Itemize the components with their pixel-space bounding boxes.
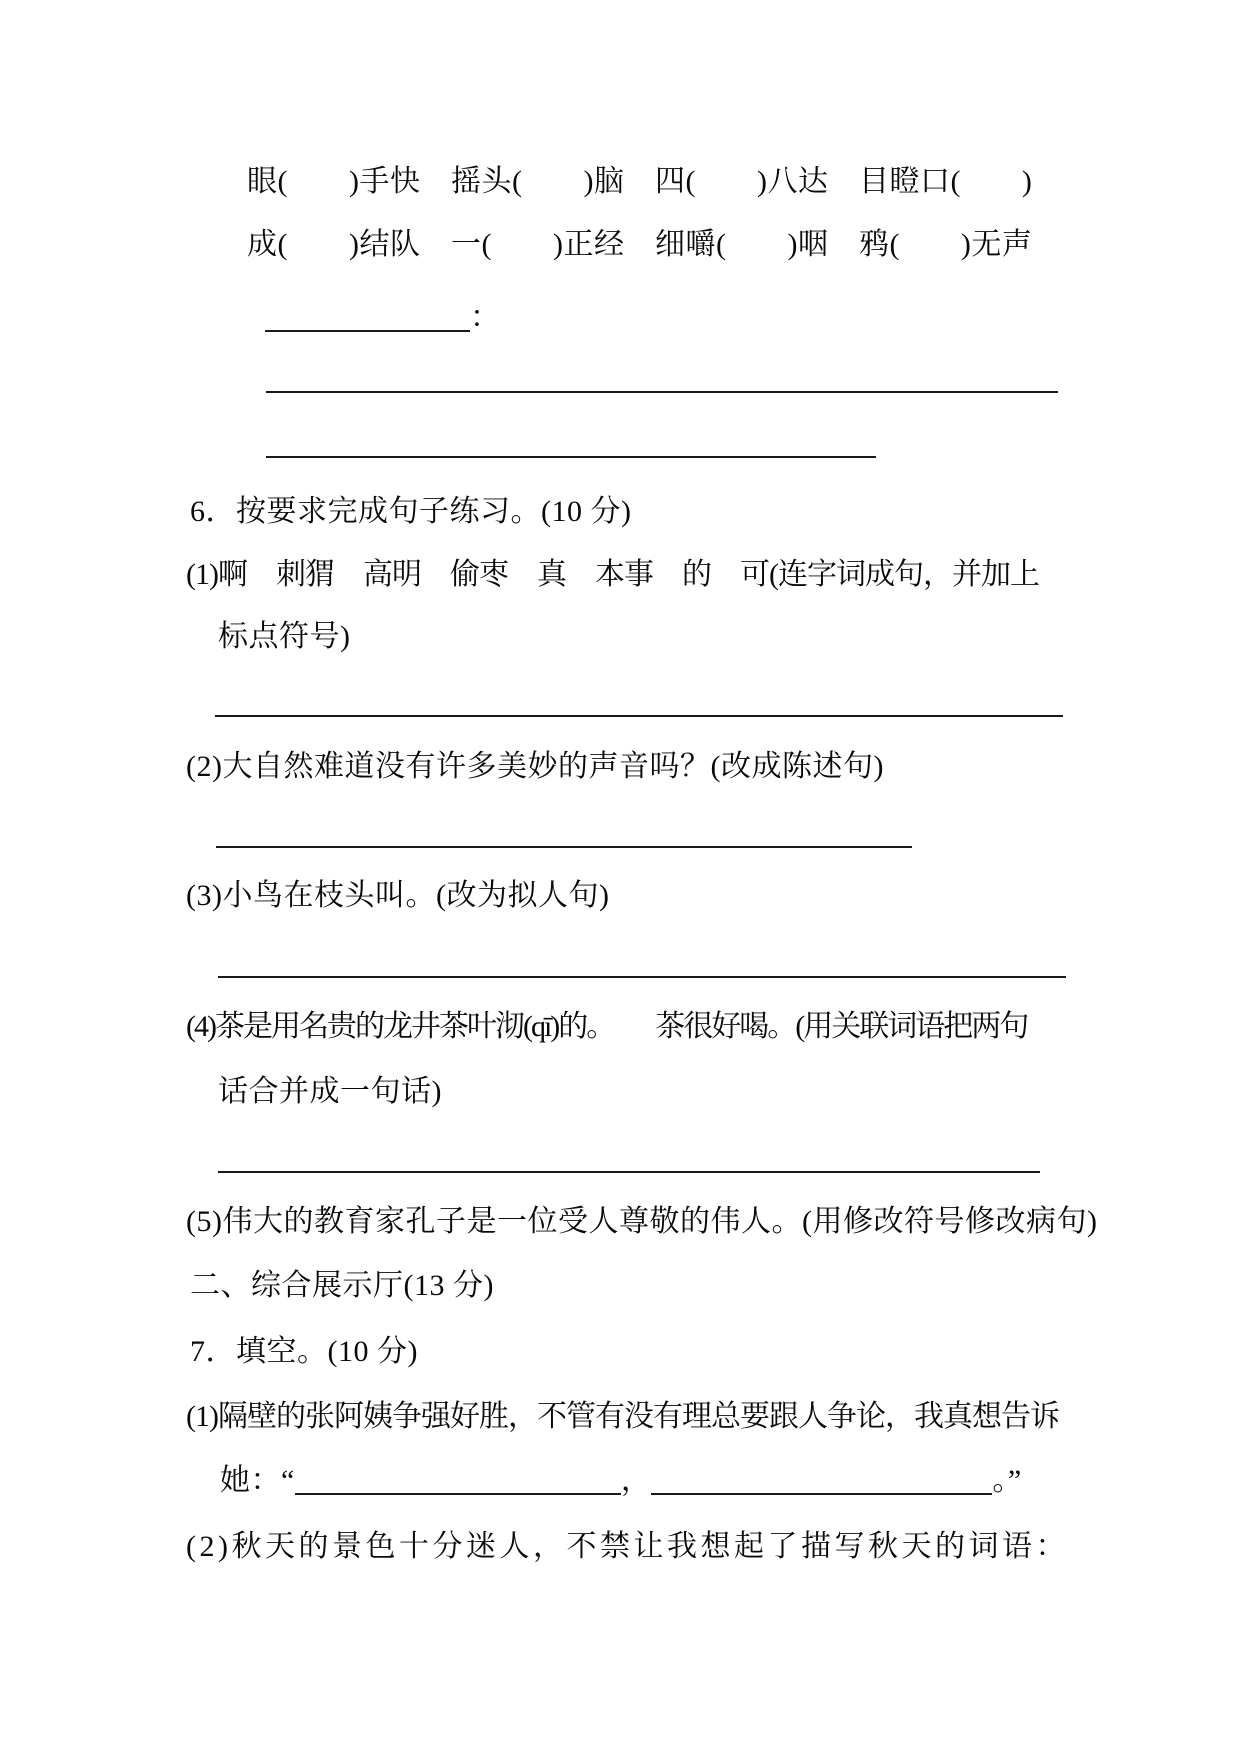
q6-item-1-line-1: (1)啊 刺猬 高明 偷枣 真 本事 的 可(连字词成句，并加上 [186, 558, 1039, 591]
quote-suffix-label: 。” [992, 1464, 1022, 1497]
question-7-heading: 7．填空。(10 分) [190, 1335, 418, 1368]
answer-blank-line [218, 1171, 1040, 1173]
category-blank-row [265, 297, 501, 339]
section-2-heading: 二、综合展示厅(13 分) [190, 1269, 494, 1302]
q7-item-1-line-1: (1)隔壁的张阿姨争强好胜，不管有没有理总要跟人争论，我真想告诉 [186, 1400, 1059, 1433]
question-6-heading: 6．按要求完成句子练习。(10 分) [190, 495, 632, 528]
answer-blank-line [215, 715, 1063, 717]
q7-item-2: (2)秋天的景色十分迷人，不禁让我想起了描写秋天的词语： [186, 1530, 1069, 1563]
answer-blank-line [218, 976, 1066, 978]
quote-prefix-label: 她：“ [220, 1464, 295, 1497]
fill-blank-words-line-2: 成( )结队 一( )正经 细嚼( )咽 鸦( )无声 [247, 228, 1033, 261]
answer-blank-line [265, 330, 470, 332]
colon-label: ： [470, 301, 501, 334]
comma-label: ， [620, 1464, 652, 1497]
q6-item-5: (5)伟大的教育家孔子是一位受人尊敬的伟人。(用修改符号修改病句) [186, 1205, 1098, 1238]
answer-blank-line [266, 391, 1058, 393]
q6-item-3: (3)小鸟在枝头叫。(改为拟人句) [186, 879, 610, 912]
q6-item-2: (2)大自然难道没有许多美妙的声音吗？(改成陈述句) [186, 750, 884, 783]
q6-item-4-line-1: (4)茶是用名贵的龙井茶叶沏(qī)的。 茶很好喝。(用关联词语把两句 [186, 1010, 1028, 1043]
q7-item-1-line-2 [220, 1460, 1022, 1502]
answer-blank-line [295, 1493, 621, 1495]
answer-blank-line [266, 456, 876, 458]
q6-item-4-line-2: 话合并成一句话) [218, 1075, 442, 1108]
answer-blank-line [216, 846, 912, 848]
fill-blank-words-line-1: 眼( )手快 摇头( )脑 四( )八达 目瞪口( ) [247, 165, 1033, 198]
q6-item-1-line-2: 标点符号) [218, 620, 351, 653]
answer-blank-line [651, 1493, 992, 1495]
